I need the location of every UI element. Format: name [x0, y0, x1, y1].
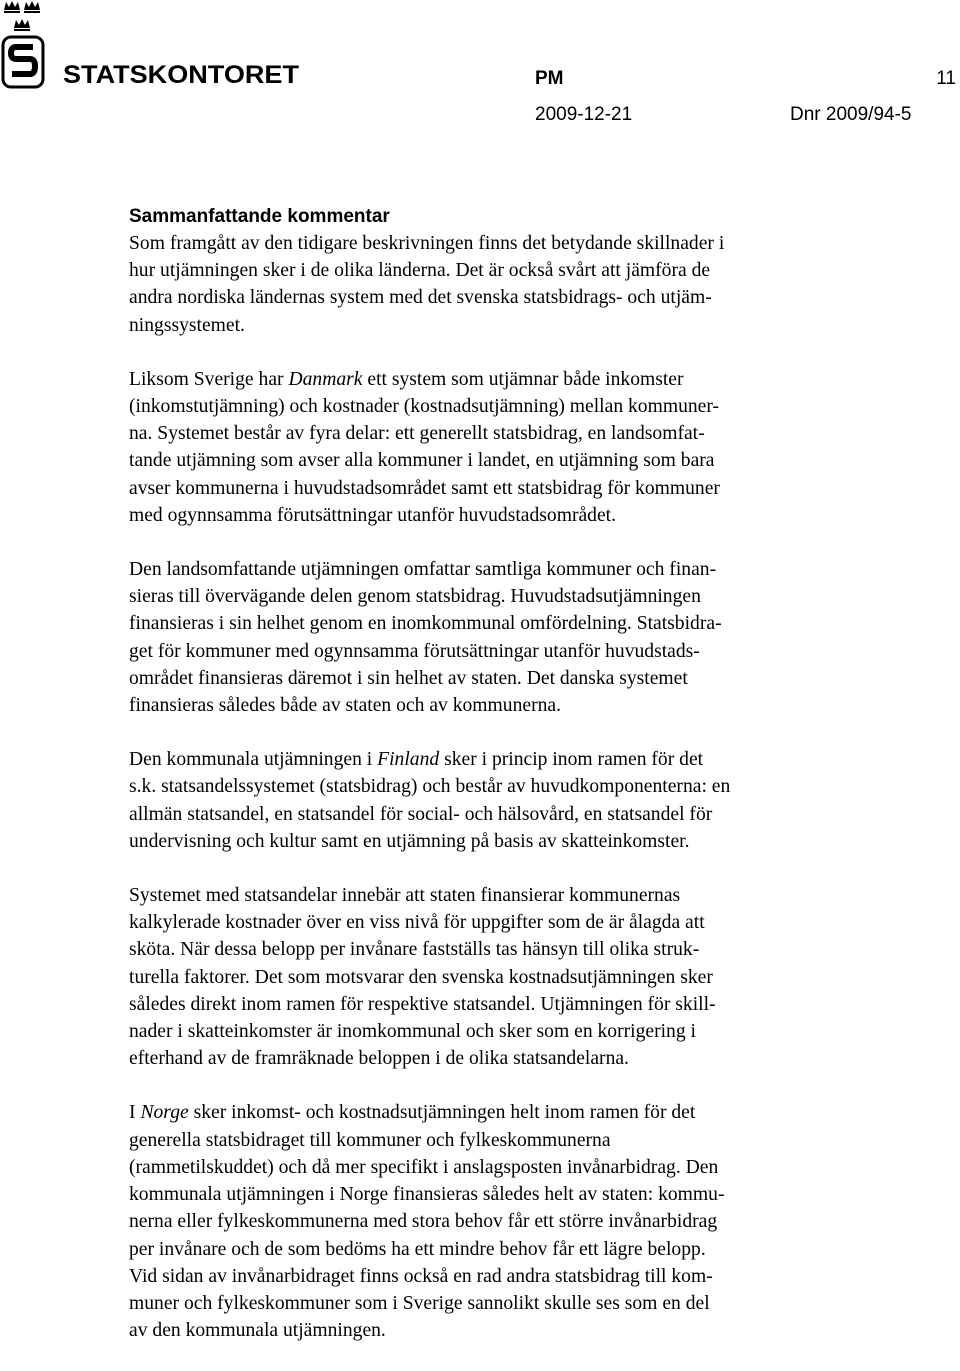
text-run: sköta. När dessa belopp per invånare fastställs tas hänsyn till olika struk- — [129, 939, 700, 961]
paragraph — [129, 230, 845, 339]
text-line — [129, 583, 845, 610]
text-run: av den kommunala utjämningen. — [129, 1320, 386, 1342]
s-emblem-icon — [3, 37, 43, 87]
text-run: Liksom Sverige har — [129, 368, 289, 390]
text-run: Den kommunala utjämningen i — [129, 749, 378, 771]
text-run: området finansieras däremot i sin helhet av staten. Det danska systemet — [129, 667, 688, 689]
text-run: hur utjämningen sker i de olika länderna. Det är också svårt att jämföra de — [129, 260, 711, 282]
text-run: således direkt inom ramen för respektive statsandel. Utjämningen för skill- — [129, 993, 716, 1015]
section-heading: Sammanfattande kommentar — [129, 206, 390, 227]
text-run: undervisning och kultur samt en utjämning på basis av skatteinkomster. — [129, 830, 690, 852]
text-line — [129, 447, 845, 474]
paragraph — [129, 746, 845, 855]
text-run: andra nordiska ländernas system med det svenska statsbidrags- och utjäm- — [129, 287, 712, 309]
text-run: Som framgått av den tidigare beskrivningen finns det betydande skillnader i — [129, 233, 725, 254]
text-run: per invånare och de som bedöms ha ett mindre behov får ett lägre belopp. — [129, 1238, 706, 1260]
document-type: PM — [535, 68, 564, 89]
text-run: kalkylerade kostnader över en viss nivå för uppgifter som de är ålagda att — [129, 912, 705, 934]
statskontoret-logo — [0, 0, 310, 95]
text-line — [129, 610, 845, 637]
text-line — [129, 1317, 845, 1344]
text-line — [129, 230, 845, 257]
text-line — [129, 312, 845, 339]
text-run: turella faktorer. Det som motsvarar den svenska kostnadsutjämningen sker — [129, 966, 713, 988]
text-line — [129, 909, 845, 936]
text-run: nerna eller fylkeskommunerna med stora behov får ett större invånarbidrag — [129, 1211, 718, 1233]
text-run: na. Systemet består av fyra delar: ett generellt statsbidrag, en landsomfat- — [129, 423, 705, 445]
text-run: generella statsbidraget till kommuner och fylkeskommunerna — [129, 1129, 611, 1151]
text-line — [129, 936, 845, 963]
text-line — [129, 1127, 845, 1154]
text-run: avser kommunerna i huvudstadsområdet samt ett statsbidrag för kommuner — [129, 477, 720, 499]
text-line — [129, 1099, 845, 1126]
text-line — [129, 393, 845, 420]
paragraph — [129, 366, 845, 529]
text-run: sker inkomst- och kostnadsutjämningen helt inom ramen för det — [188, 1102, 696, 1124]
text-line — [129, 882, 845, 909]
paragraph — [129, 1099, 845, 1344]
text-run: ningssystemet. — [129, 314, 245, 336]
text-line — [129, 1154, 845, 1181]
text-line — [129, 1045, 845, 1072]
text-line — [129, 1018, 845, 1045]
text-run: s.k. statsandelssystemet (statsbidrag) och består av huvudkomponenterna: en — [129, 776, 731, 798]
text-run: Vid sidan av invånarbidraget finns också en rad andra statsbidrag till kom- — [129, 1265, 713, 1287]
text-run: get för kommuner med ogynnsamma förutsättningar utanför huvudstads- — [129, 640, 700, 662]
text-line — [129, 475, 845, 502]
text-line — [129, 1208, 845, 1235]
document-reference-number: Dnr 2009/94-5 — [790, 104, 912, 125]
paragraph — [129, 882, 845, 1072]
text-run: sker i princip inom ramen för det — [439, 749, 704, 771]
text-line — [129, 638, 845, 665]
text-line — [129, 257, 845, 284]
text-line — [129, 420, 845, 447]
text-line — [129, 556, 845, 583]
text-run: med ogynnsamma förutsättningar utanför huvudstadsområdet. — [129, 504, 617, 526]
text-run: (inkomstutjämning) och kostnader (kostnadsutjämning) mellan kommuner- — [129, 396, 720, 418]
country-name: Danmark — [288, 368, 363, 390]
text-line — [129, 502, 845, 529]
text-line — [129, 773, 845, 800]
paragraph-list — [129, 230, 845, 1344]
text-line — [129, 366, 845, 393]
paragraph — [129, 556, 845, 719]
text-run: efterhand av de framräknade beloppen i de olika statsandelarna. — [129, 1048, 629, 1070]
text-line — [129, 1263, 845, 1290]
text-run: ett system som utjämnar både inkomster — [362, 368, 684, 390]
text-run: muner och fylkeskommuner som i Sverige sannolikt skulle ses som en del — [129, 1292, 710, 1314]
text-run: tande utjämning som avser alla kommuner i landet, en utjämning som bara — [129, 450, 715, 472]
document-body — [129, 203, 845, 1371]
document-date: 2009-12-21 — [535, 104, 633, 125]
country-name: Finland — [377, 749, 440, 771]
text-run: finansieras i sin helhet genom en inomkommunal omfördelning. Statsbidra- — [129, 613, 722, 635]
text-run: (rammetilskuddet) och då mer specifikt i anslagsposten invånarbidrag. Den — [129, 1156, 719, 1178]
text-line — [129, 665, 845, 692]
text-run: allmän statsandel, en statsandel för social- och hälsovård, en statsandel för — [129, 803, 713, 825]
text-run: kommunala utjämningen i Norge finansieras således helt av staten: kommu- — [129, 1184, 725, 1206]
org-wordmark: STATSKONTORET — [63, 61, 299, 89]
text-line — [129, 801, 845, 828]
text-line — [129, 1236, 845, 1263]
text-run: Den landsomfattande utjämningen omfattar samtliga kommuner och finan- — [129, 559, 717, 581]
text-run: Systemet med statsandelar innebär att staten finansierar kommunernas — [129, 885, 681, 907]
country-name: Norge — [140, 1102, 189, 1124]
text-line — [129, 828, 845, 855]
text-line — [129, 991, 845, 1018]
three-crowns-icon — [4, 1, 40, 31]
text-run: sieras till övervägande delen genom statsbidrag. Huvudstadsutjämningen — [129, 586, 701, 608]
text-line — [129, 1181, 845, 1208]
text-run: finansieras således både av staten och av kommunerna. — [129, 695, 561, 717]
text-run: I — [129, 1102, 141, 1124]
text-line — [129, 284, 845, 311]
text-line — [129, 692, 845, 719]
text-line — [129, 964, 845, 991]
text-line — [129, 746, 845, 773]
page-number: 11 — [936, 68, 956, 89]
text-run: nader i skatteinkomster är inomkommunal och sker som en korrigering i — [129, 1021, 696, 1043]
text-line — [129, 1290, 845, 1317]
